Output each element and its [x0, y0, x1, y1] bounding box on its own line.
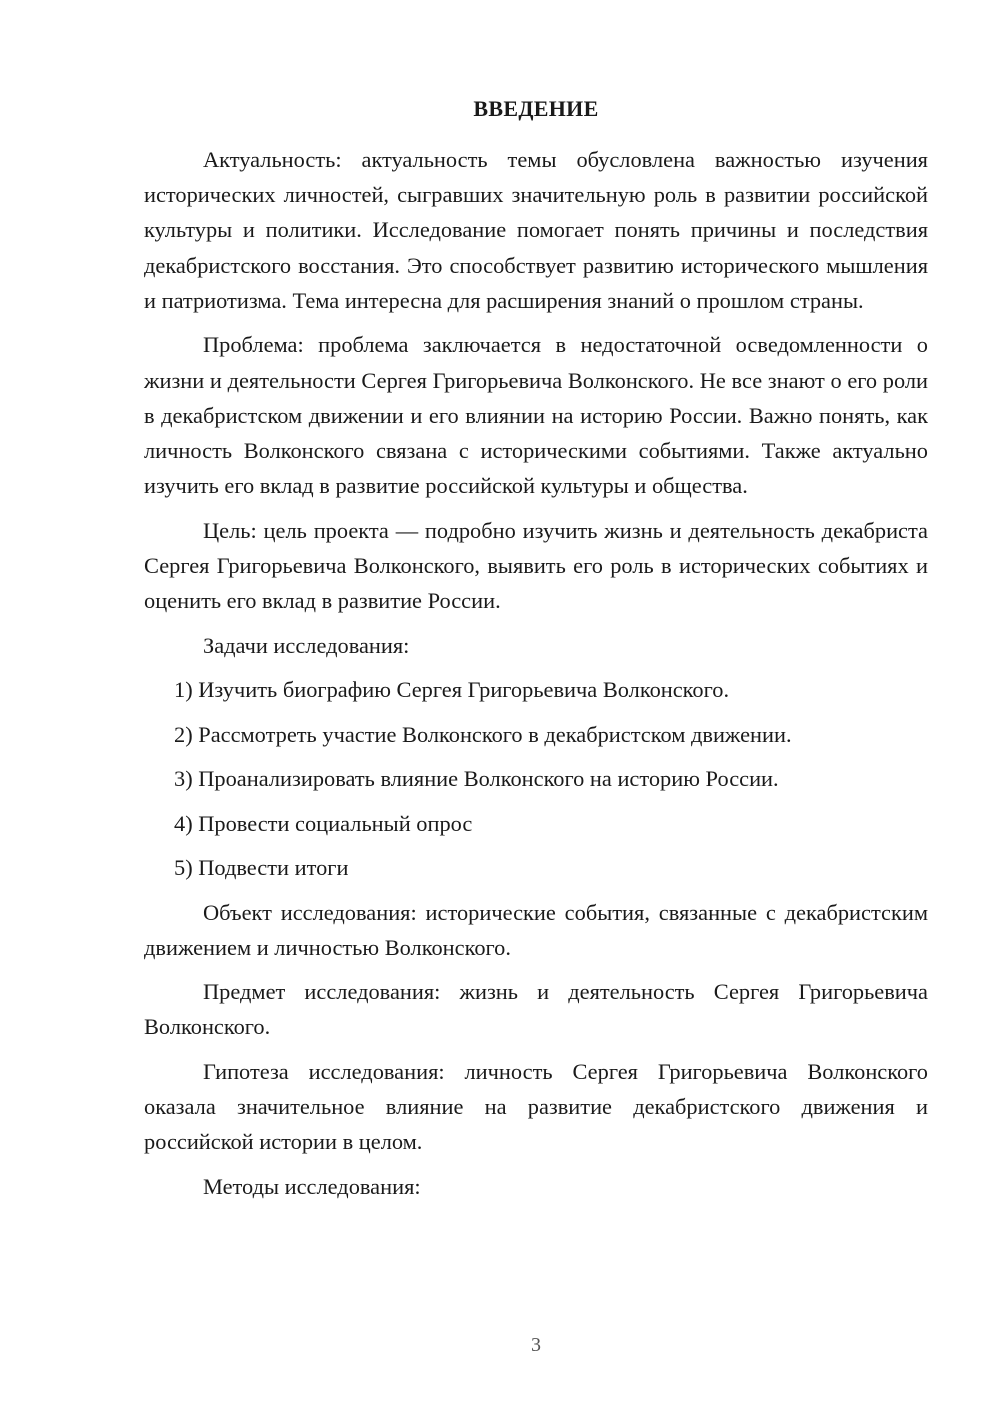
problem-paragraph: Проблема: проблема заключается в недостаточной осведомленности о жизни и деятельности Сергея Григорьевича Волконского. Не все знают о его роли в декабристском движении и его влиянии на историю России. Важно понять, как личность Волконского связана с историческими событиями. Также актуально изучить его вклад в развитие российской культуры и общества. [144, 332, 928, 499]
object-paragraph: Объект исследования: исторические события, связанные с декабристским движением и личностью Волконского. [144, 899, 928, 960]
tasks-list [144, 672, 928, 885]
list-item: 4) Провести социальный опрос [174, 810, 473, 836]
page-title: ВВЕДЕНИЕ [473, 96, 599, 121]
goal-paragraph: Цель: цель проекта — подробно изучить жизнь и деятельность декабриста Сергея Григорьевича Волконского, выявить его роль в исторических событиях и оценить его вклад в развитие России. [144, 517, 928, 614]
tasks-heading: Задачи исследования: [203, 632, 410, 658]
document-body [144, 142, 928, 1213]
list-item: 2) Рассмотреть участие Волконского в декабристском движении. [174, 721, 792, 747]
list-item: 5) Подвести итоги [174, 855, 349, 881]
hypothesis-paragraph: Гипотеза исследования: личность Сергея Григорьевича Волконского оказала значительное влияние на развитие декабристского движения и российской истории в целом. [144, 1058, 928, 1155]
relevance-paragraph: Актуальность: актуальность темы обусловлена важностью изучения исторических личностей, сыгравших значительную роль в развитии российской культуры и политики. Исследование помогает понять причины и последствия декабристского восстания. Это способствует развитию исторического мышления и патриотизма. Тема интересна для расширения знаний о прошлом страны. [144, 147, 928, 313]
methods-heading: Методы исследования: [203, 1173, 421, 1199]
list-item: 3) Проанализировать влияние Волконского на историю России. [174, 766, 779, 792]
page-number: 3 [531, 1334, 541, 1356]
subject-paragraph: Предмет исследования: жизнь и деятельность Сергея Григорьевича Волконского. [144, 979, 928, 1040]
list-item: 1) Изучить биографию Сергея Григорьевича Волконского. [174, 677, 730, 703]
